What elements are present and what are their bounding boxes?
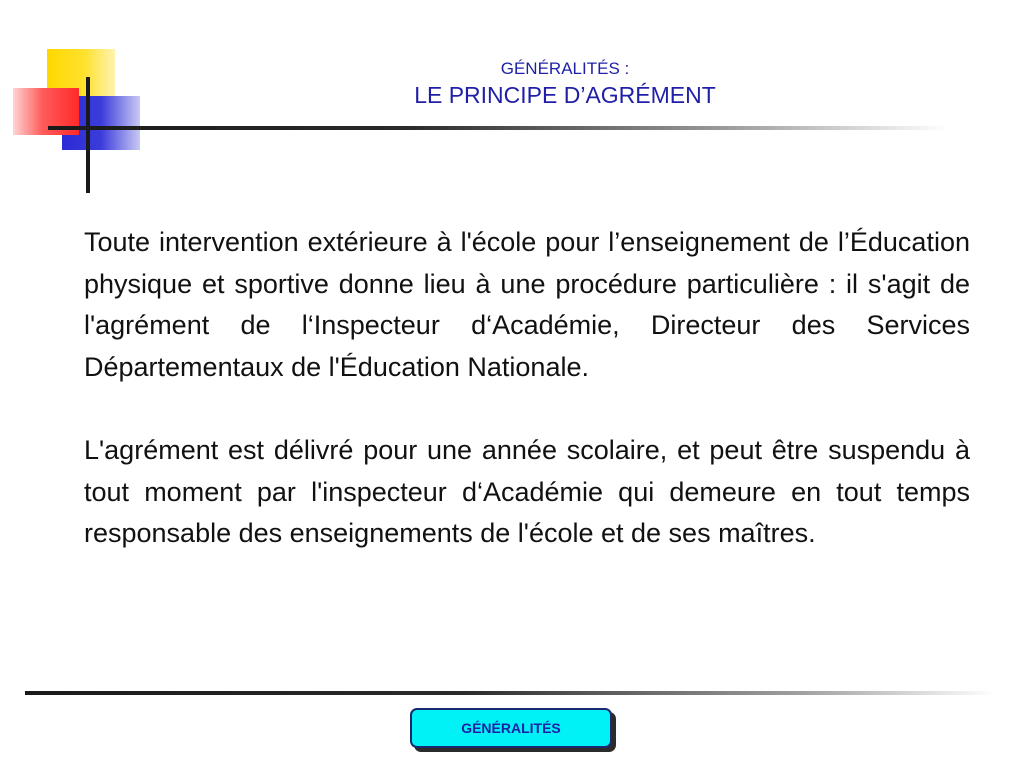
decorative-squares-logo: [0, 0, 160, 200]
footer-divider: [25, 691, 995, 695]
generalites-nav-button-label: GÉNÉRALITÉS: [461, 720, 561, 736]
body-paragraph-1: Toute intervention extérieure à l'école pour l’enseignement de l’Éducation physique et sportive donne lieu à une procédure particulière : il s'agit de l'agrément de l‘Inspecteur d‘Académie, Directeur des Services Départementaux de l'Éducation Nationale.: [84, 227, 970, 382]
generalites-nav-button[interactable]: [410, 708, 612, 748]
slide-body: [84, 222, 970, 555]
title-divider: [48, 126, 948, 130]
logo-vertical-line: [86, 77, 90, 193]
slide-title-line2: LE PRINCIPE D’AGRÉMENT: [414, 82, 716, 108]
slide-title: [330, 58, 800, 110]
slide-title-line1: GÉNÉRALITÉS :: [500, 59, 630, 78]
body-paragraph-2: L'agrément est délivré pour une année scolaire, et peut être suspendu à tout moment par l'inspecteur d‘Académie qui demeure en tout temps responsable des enseignements de l'école et de ses maîtres.: [84, 435, 970, 548]
